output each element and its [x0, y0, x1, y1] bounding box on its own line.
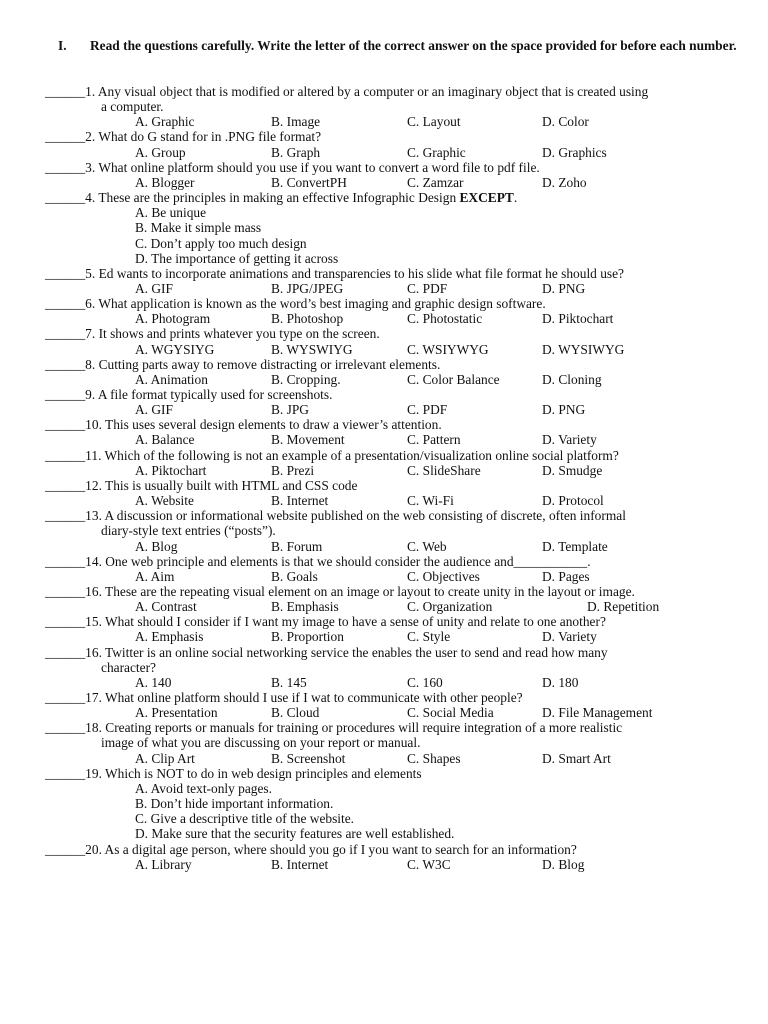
answer-option: B. Make it simple mass [135, 220, 262, 236]
answer-option: C. Don’t apply too much design [135, 235, 307, 251]
question-text-continued [101, 523, 276, 538]
answer-option: C. Layout [407, 114, 461, 130]
answer-option: C. Organization [407, 599, 493, 615]
emphasis-text: EXCEPT [459, 190, 514, 206]
answer-option: D. Variety [542, 629, 597, 645]
question-text [45, 766, 422, 781]
answer-option: B. Don’t hide important information. [135, 796, 334, 812]
question-line: ______3. What online platform should you use if you want to convert a word file to pdf file. [45, 159, 540, 175]
answer-option: C. Color Balance [407, 371, 500, 387]
question-line: ______6. What application is known as the word’s best imaging and graphic design software. [45, 296, 546, 312]
answer-option: B. JPG [271, 402, 309, 418]
question-text [45, 387, 332, 402]
question-text [45, 266, 624, 281]
answer-option: C. WSIYWYG [407, 341, 489, 357]
answer-option: D. File Management [542, 705, 653, 721]
question-text [45, 584, 635, 599]
answer-option: B. Graph [271, 144, 321, 160]
question-tail: . [513, 190, 518, 206]
answer-option: D. Template [542, 538, 608, 554]
answer-option: B. Screenshot [271, 750, 346, 766]
answer-option: B. 145 [271, 674, 307, 690]
answer-option: B. ConvertPH [271, 174, 347, 190]
answer-option: B. Internet [271, 856, 329, 872]
answer-option: A. Presentation [135, 705, 218, 721]
answer-option: C. W3C [407, 856, 451, 872]
question-line: ______19. Which is NOT to do in web design principles and elements [45, 765, 422, 781]
question-line: ______9. A file format typically used for screenshots. [45, 387, 333, 402]
answer-option: B. Goals [271, 568, 318, 584]
answer-option: D. Pages [542, 568, 590, 584]
question-text [45, 357, 440, 372]
question-text [45, 720, 622, 735]
answer-option: A. Balance [135, 432, 195, 448]
question-line: character? [101, 659, 156, 675]
question-line: ______5. Ed wants to incorporate animations and transparencies to his slide what file format he should use? [45, 265, 625, 281]
answer-option: A. Contrast [135, 599, 197, 615]
question-text-continued [101, 99, 163, 114]
answer-option: B. Forum [271, 538, 323, 554]
question-text [45, 190, 517, 205]
answer-option: A. Library [135, 856, 192, 872]
section-instructions: Read the questions carefully. Write the letter of the correct answer on the space provided for before each number. [90, 38, 737, 53]
answer-option: B. Cloud [271, 705, 320, 721]
answer-option: C. PDF [407, 402, 448, 418]
answer-option: B. Movement [271, 432, 345, 448]
question-line: image of what you are discussing on your report or manual. [101, 735, 421, 751]
answer-option: B. Image [271, 114, 321, 130]
question-text [45, 326, 380, 341]
question-text-continued [101, 660, 156, 675]
question-line: ______18. Creating reports or manuals for training or procedures will require integration of a more realistic [45, 720, 623, 736]
answer-option: A. Blog [135, 538, 178, 554]
answer-option: D. Piktochart [542, 311, 614, 327]
answer-option: C. Pattern [407, 432, 461, 448]
answer-option: A. Aim [135, 568, 175, 584]
answer-option: D. Graphics [542, 144, 607, 160]
question-line: ______11. Which of the following is not an example of a presentation/visualization online social platform? [45, 447, 619, 463]
answer-option: B. JPG/JPEG [271, 280, 344, 296]
question-text [45, 554, 591, 569]
answer-option: D. Color [542, 114, 589, 130]
answer-option: B. Proportion [271, 629, 344, 645]
answer-option: A. Piktochart [135, 462, 207, 478]
question-text [45, 842, 577, 857]
answer-option: D. Repetition [587, 599, 660, 615]
question-text [45, 129, 321, 144]
answer-option: B. WYSWIYG [271, 341, 353, 357]
answer-option: A. GIF [135, 402, 173, 418]
answer-option: A. Website [135, 493, 194, 509]
question-line: a computer. [101, 99, 164, 115]
question-line: ______14. One web principle and elements is that we should consider the audience and___________. [45, 553, 591, 569]
answer-option: B. Cropping. [271, 371, 341, 387]
answer-option: C. 160 [407, 674, 443, 690]
answer-option: D. WYSIWYG [542, 341, 625, 357]
question-text [45, 448, 619, 463]
answer-option: A. Photogram [135, 311, 211, 327]
question-text [45, 508, 626, 523]
answer-option: A. 140 [135, 674, 172, 690]
answer-option: D. Zoho [542, 174, 587, 190]
answer-option: D. The importance of getting it across [135, 250, 339, 266]
answer-option: C. Social Media [407, 705, 494, 721]
answer-option: B. Photoshop [271, 311, 344, 327]
question-line: diary-style text entries (“posts”). [101, 523, 276, 539]
question-line: ______16. These are the repeating visual element on an image or layout to create unity in the layout or image. [45, 583, 635, 599]
answer-option: B. Prezi [271, 462, 315, 478]
question-line: ______7. It shows and prints whatever you type on the screen. [45, 326, 380, 342]
answer-option: A. Be unique [135, 205, 207, 221]
question-text [45, 417, 442, 432]
answer-option: D. PNG [542, 402, 586, 418]
answer-option: C. SlideShare [407, 462, 481, 478]
answer-option: D. Smart Art [542, 750, 611, 766]
question-line: ______13. A discussion or informational website published on the web consisting of discrete, often informal [45, 508, 626, 524]
question-line: ______1. Any visual object that is modified or altered by a computer or an imaginary object that is created using [45, 84, 649, 99]
answer-option: A. Group [135, 144, 186, 160]
answer-option: C. Objectives [407, 568, 480, 584]
question-text [45, 645, 608, 660]
question-line: ______2. What do G stand for in .PNG file format? [45, 129, 322, 145]
question-line: ______20. As a digital age person, where should you go if I you want to search for an information? [45, 841, 577, 857]
answer-option: B. Emphasis [271, 599, 339, 615]
answer-option: D. Make sure that the security features are well established. [135, 826, 455, 842]
question-line: ______8. Cutting parts away to remove distracting or irrelevant elements. [45, 356, 441, 372]
answer-option: A. Avoid text-only pages. [135, 780, 272, 796]
question-text [45, 478, 357, 493]
answer-option: C. Shapes [407, 750, 461, 766]
answer-option: D. Blog [542, 856, 585, 872]
answer-option: D. Cloning [542, 371, 602, 387]
answer-option: C. Zamzar [407, 174, 464, 190]
section-numeral: I. [58, 38, 67, 53]
question-line: ______16. Twitter is an online social networking service the enables the user to send and read how many [45, 644, 608, 660]
question-line: ______4. These are the principles in making an effective Infographic Design [45, 190, 460, 206]
answer-option: D. Variety [542, 432, 597, 448]
question-line: ______15. What should I consider if I want my image to have a sense of unity and relate to one another? [45, 614, 606, 630]
answer-option: A. Graphic [135, 114, 195, 130]
answer-option: C. Photostatic [407, 311, 483, 327]
answer-option: C. Graphic [407, 144, 466, 160]
answer-option: A. GIF [135, 280, 173, 296]
answer-option: B. Internet [271, 493, 329, 509]
question-line: ______10. This uses several design elements to draw a viewer’s attention. [45, 417, 442, 433]
question-line: ______12. This is usually built with HTML and CSS code [45, 477, 358, 493]
answer-option: A. WGYSIYG [135, 341, 215, 357]
question-text [45, 614, 606, 629]
answer-option: C. Wi-Fi [407, 493, 454, 509]
answer-option: A. Animation [135, 371, 208, 387]
answer-option: D. Smudge [542, 462, 603, 478]
question-line: ______17. What online platform should I use if I wat to communicate with other people? [45, 690, 523, 705]
answer-option: D. PNG [542, 280, 586, 296]
answer-option: D. Protocol [542, 493, 604, 509]
answer-option: C. Style [407, 629, 451, 645]
question-text [45, 690, 523, 705]
answer-option: C. PDF [407, 280, 448, 296]
answer-option: A. Emphasis [135, 629, 204, 645]
answer-option: C. Web [407, 538, 447, 554]
answer-option: C. Give a descriptive title of the website. [135, 811, 355, 827]
answer-option: A. Blogger [135, 174, 195, 190]
answer-option: D. 180 [542, 674, 579, 690]
question-text [45, 296, 546, 311]
answer-option: A. Clip Art [135, 750, 195, 766]
question-text [45, 160, 540, 175]
question-text-continued [101, 735, 420, 750]
question-text [45, 84, 648, 99]
